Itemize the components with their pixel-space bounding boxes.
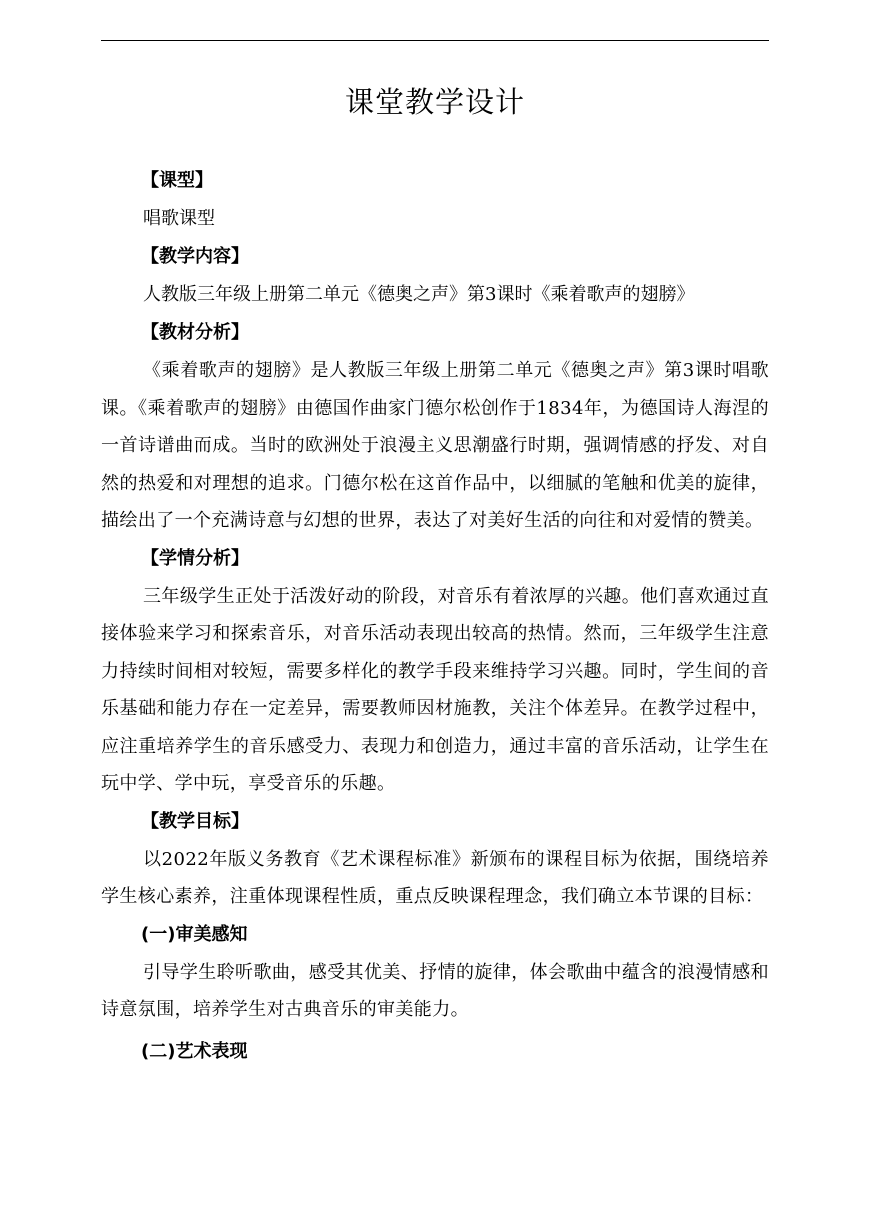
section-text-lesson-type: 唱歌课型	[143, 208, 215, 229]
section-heading-teaching-content: 【教学内容】	[141, 246, 249, 267]
header-rule	[101, 40, 769, 41]
section-text-student-analysis: 三年级学生正处于活泼好动的阶段，对音乐有着浓厚的兴趣。他们喜欢通过直接体验来学习和探索音乐，对音乐活动表现出较高的热情。然而，三年级学生注意力持续时间相对较短，需要多样化的教学手段来维持学习兴趣。同时，学生间的音乐基础和能力存在一定差异，需要教师因材施教，关注个体差异。在教学过程中，应注重培养学生的音乐感受力、表现力和创造力，通过丰富的音乐活动，让学生在玩中学、学中玩，享受音乐的乐趣。	[101, 585, 769, 794]
section-heading-artistic-expression: (二)艺术表现	[141, 1040, 248, 1062]
section-heading-student-analysis: 【学情分析】	[141, 547, 249, 569]
section-heading-lesson-type: 【课型】	[141, 170, 213, 191]
document-title: 课堂教学设计	[344, 85, 525, 119]
document-body	[101, 162, 769, 1071]
section-text-teaching-content: 人教版三年级上册第二单元《德奥之声》第3课时《乘着歌声的翅膀》	[143, 284, 695, 305]
section-heading-aesthetic-perception: (一)审美感知	[141, 923, 248, 945]
section-text-material-analysis: 《乘着歌声的翅膀》是人教版三年级上册第二单元《德奥之声》第3课时唱歌课。《乘着歌声的翅膀》由德国作曲家门德尔松创作于1834年，为德国诗人海涅的一首诗谱曲而成。当时的欧洲处于浪漫主义思潮盛行时期，强调情感的抒发、对自然的热爱和对理想的追求。门德尔松在这首作品中，以细腻的笔触和优美的旋律，描绘出了一个充满诗意与幻想的世界，表达了对美好生活的向往和对爱情的赞美。	[101, 360, 769, 531]
section-heading-material-analysis: 【教材分析】	[141, 322, 249, 343]
section-text-teaching-goals: 以2022年版义务教育《艺术课程标准》新颁布的课程目标为依据，围绕培养学生核心素养，注重体现课程性质，重点反映课程理念，我们确立本节课的目标：	[101, 848, 769, 907]
section-heading-teaching-goals: 【教学目标】	[141, 810, 249, 832]
section-text-aesthetic-perception: 引导学生聆听歌曲，感受其优美、抒情的旋律，体会歌曲中蕴含的浪漫情感和诗意氛围，培养学生对古典音乐的审美能力。	[101, 961, 769, 1020]
